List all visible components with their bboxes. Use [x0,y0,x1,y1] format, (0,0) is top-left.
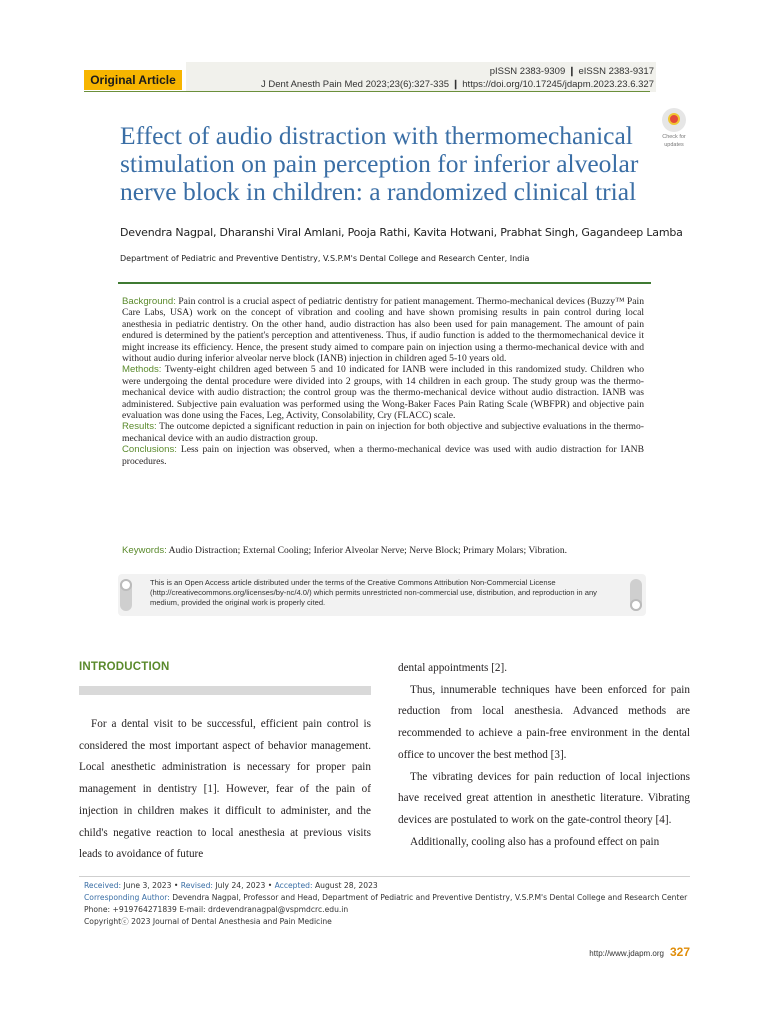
license-text: This is an Open Access article distributed under the terms of the Creative Commons Attribution Non-Commercial License (http://creativecommons.org/licenses/by-nc/4.0/) which permits unrestricted non-commercial use, distribution, and reproduction in any medium, provided the original work is properly cited. [150,578,597,607]
conclusions-text: Less pain on injection was observed, when a thermo-mechanical device was used with audio distraction for IANB procedures. [122,444,644,467]
received-date: June 3, 2023 • [121,881,181,890]
article-title: Effect of audio distraction with thermomechanical stimulation on pain perception for inferior alveolar nerve block in children: a randomized clinical trial [120,121,639,206]
copyright-line: Copyrightⓒ 2023 Journal of Dental Anesthesia and Pain Medicine [84,917,332,926]
results-text: The outcome depicted a significant reduction in pain on injection for both objective and subjective evaluations in the thermo-mechanical device with an audio distraction group. [122,421,644,444]
corresponding-author-line [84,892,687,904]
paragraph: Thus, innumerable techniques have been enforced for pain reduction from local anesthesia. Advanced methods are recommended to achieve a pain-free environment in the dental office to uncover the best method [3]. [398,683,690,761]
open-access-right-icon [630,579,642,611]
article-footer [84,880,687,928]
abstract-conclusions [122,444,644,467]
paragraph: The vibrating devices for pain reduction of local injections have received great attention in anesthetic literature. Vibrating devices are postulated to work on the gate-control theory [4]. [398,770,690,826]
abstract-results [122,421,644,444]
section-heading-introduction: INTRODUCTION [79,661,170,673]
abstract [122,296,644,467]
methods-label: Methods: [122,364,162,376]
body-column-right [398,658,690,853]
abstract-methods [122,364,644,421]
paragraph: dental appointments [2]. [398,662,508,674]
background-label: Background: [122,296,176,307]
check-updates-icon [662,108,686,132]
badge-label-1: Check for [662,134,686,140]
results-label: Results: [122,421,157,433]
issn-line: pISSN 2383-9309 ❙ eISSN 2383-9317 [489,66,654,77]
keywords-label: Keywords: [122,545,167,556]
paragraph: For a dental visit to be successful, efficient pain control is considered the most important aspect of behavior management. Local anesthetic administration is necessary for proper pain management in dentistry [1]. However, fear of the pain of injection in children makes it difficult to administer, and the child's negative reaction to local anesthesia at previous visits leads to avoidance of future [79,718,371,861]
open-access-left-icon [120,579,132,611]
check-for-updates-badge[interactable] [657,108,691,148]
header-rule [84,91,650,92]
journal-url[interactable]: http://www.jdapm.org [589,949,664,958]
author-list: Devendra Nagpal, Dharanshi Viral Amlani, Pooja Rathi, Kavita Hotwani, Prabhat Singh, Gagandeep Lamba [120,226,683,239]
abstract-top-rule [118,282,651,284]
paragraph: Additionally, cooling also has a profound effect on pain [410,835,660,848]
keywords-text: Audio Distraction; External Cooling; Inferior Alveolar Nerve; Nerve Block; Primary Molars; Vibration. [166,545,568,556]
keywords [122,545,644,556]
heading-underline-bar [79,686,371,695]
affiliation: Department of Pediatric and Preventive Dentistry, V.S.P.M's Dental College and Research Center, India [120,254,530,263]
dates-line [84,880,687,892]
page-number: 327 [669,945,690,959]
citation-line[interactable]: J Dent Anesth Pain Med 2023;23(6):327-335 ❙ https://doi.org/10.17245/jdapm.2023.23.6.327 [261,79,654,90]
background-text: Pain control is a crucial aspect of pediatric dentistry for patient management. Thermo-mechanical devices (Buzzy™ Pain Care Labs, USA) work on the concept of vibration and cooling and have shown promising results in pain control during local anesthesia in pediatric dentistry. On the other hand, audio distraction has also been used for pain management. The amount of pain endured is determined by the patient's perception and attentiveness. Thus, if audio function is added to the thermomechanical device it might increase its efficiency. Hence, the present study aimed to compare pain on injection using a thermo-mechanical device with and without audio during inferior alveolar nerve block (IANB) injection in children aged 5-10 years old. [122,296,644,365]
conclusions-label: Conclusions: [122,444,177,456]
abstract-background [122,296,644,364]
article-type-tag: Original Article [84,70,182,90]
accepted-label: Accepted: [274,881,313,890]
corresponding-author-label: Corresponding Author: [84,893,170,902]
open-access-dot-icon [120,579,132,591]
footer-rule [79,876,690,877]
badge-label-2: updates [664,142,684,148]
corresponding-author: Devendra Nagpal, Professor and Head, Department of Pediatric and Preventive Dentistry, V.S.P.M's Dental College and Research Center [169,893,688,902]
received-label: Received: [84,881,122,890]
accepted-date: August 28, 2023 [312,881,378,890]
revised-label: Revised: [180,881,213,890]
revised-date: July 24, 2023 • [212,881,275,890]
contact-line: Phone: +919764271839 E-mail: drdevendranagpal@vspmdcrc.edu.in [84,905,349,914]
body-column-left [79,714,371,866]
open-access-dot-icon [630,599,642,611]
methods-text: Twenty-eight children aged between 5 and 10 indicated for IANB were included in this randomized study. Children who were undergoing the dental procedure were divided into 2 groups, with 14 children in each group. The study group was the thermo-mechanical device with audio distraction; the control group was the thermo-mechanical device without audio distraction. IANB was administered. Subjective pain evaluation was performed using the Wong-Baker Faces Pain Rating Scale (WBFPR) and objective pain evaluation was done using the Faces, Leg, Activity, Consolability, Cry (FLACC) scale. [122,364,644,422]
